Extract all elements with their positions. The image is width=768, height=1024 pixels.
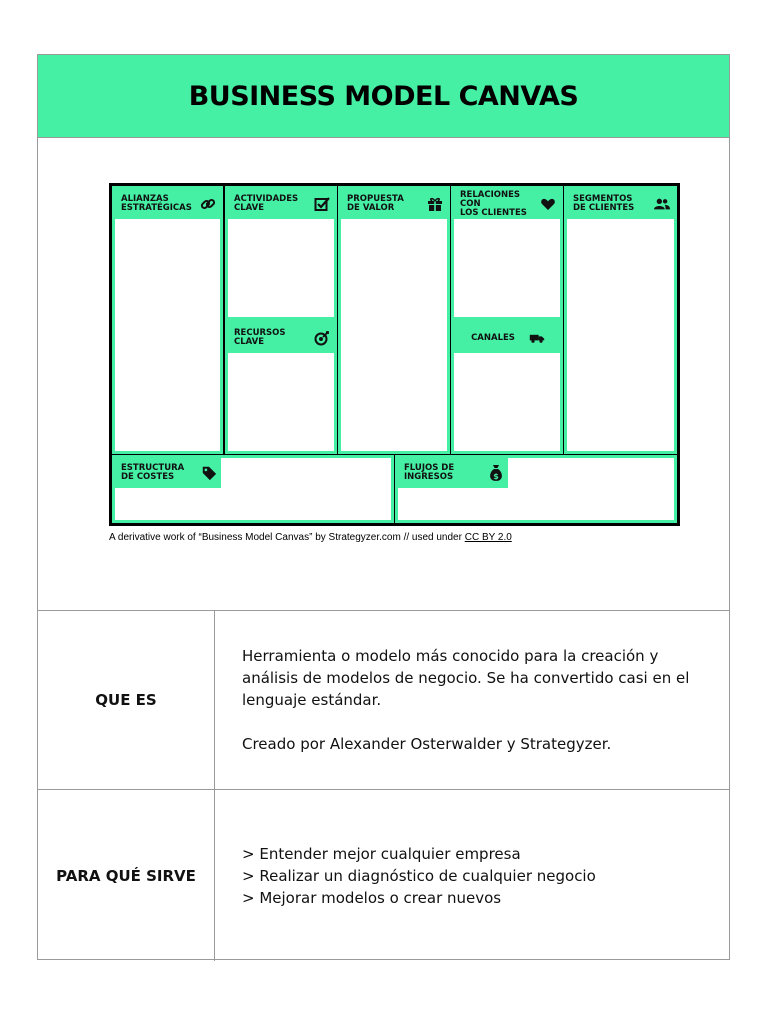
block-label: CANALES: [471, 332, 515, 343]
credit-text: A derivative work of “Business Model Canvas” by Strategyzer.com // used under: [109, 532, 465, 543]
block-label: FLUJOS DE INGRESOS: [404, 463, 455, 482]
row-content-cell: [242, 611, 709, 789]
block-label: SEGMENTOS DE CLIENTES: [573, 194, 635, 213]
list-item: > Entender mejor cualquier empresa: [242, 844, 521, 863]
block-relaciones: [451, 186, 563, 320]
heart-icon: [540, 197, 556, 211]
block-ingresos: [395, 455, 677, 523]
block-label: ACTIVIDADES CLAVE: [234, 194, 299, 213]
link-icon: [200, 197, 216, 211]
row-para-que-sirve: [38, 790, 729, 961]
row-content-cell: [242, 790, 709, 961]
block-recursos: [225, 320, 337, 454]
block-costes: [112, 455, 394, 523]
price-tag-icon: [201, 466, 217, 480]
row-label-cell: [38, 790, 215, 961]
money-bag-icon: [488, 466, 504, 480]
canvas-section: [38, 138, 729, 611]
paragraph: Herramienta o modelo más conocido para la creación y análisis de modelos de negocio. Se ha convertido casi en el lenguaje estándar.: [242, 647, 690, 709]
block-label: ESTRUCTURA DE COSTES: [121, 463, 185, 482]
people-icon: [654, 197, 670, 211]
row-que-es: [38, 611, 729, 790]
attribution-credit: [109, 532, 512, 543]
row-label-cell: [38, 611, 215, 789]
row-label: QUE ES: [95, 691, 157, 709]
document-frame: [37, 54, 730, 960]
block-label: ALIANZAS ESTRATÉGICAS: [121, 194, 192, 213]
title-banner: [38, 55, 729, 138]
business-model-canvas: [109, 183, 680, 526]
checkbox-icon: [314, 197, 330, 211]
paragraph: Creado por Alexander Osterwalder y Strategyzer.: [242, 735, 612, 753]
block-canales: [451, 320, 563, 454]
block-actividades: [225, 186, 337, 320]
page-title: BUSINESS MODEL CANVAS: [188, 80, 579, 112]
list-item: > Realizar un diagnóstico de cualquier negocio: [242, 866, 596, 885]
block-label: RECURSOS CLAVE: [234, 328, 286, 347]
block-alianzas: [112, 186, 223, 454]
license-link[interactable]: CC BY 2.0: [464, 532, 512, 543]
truck-icon: [529, 331, 545, 345]
svg-text:$: $: [493, 472, 499, 481]
block-propuesta: [338, 186, 450, 454]
target-icon: [314, 331, 330, 345]
block-segmentos: [564, 186, 677, 454]
gift-icon: [427, 197, 443, 211]
list-item: > Mejorar modelos o crear nuevos: [242, 888, 502, 907]
block-label: PROPUESTA DE VALOR: [347, 194, 404, 213]
block-label: RELACIONES CON LOS CLIENTES: [460, 189, 527, 218]
row-label: PARA QUÉ SIRVE: [56, 866, 196, 885]
